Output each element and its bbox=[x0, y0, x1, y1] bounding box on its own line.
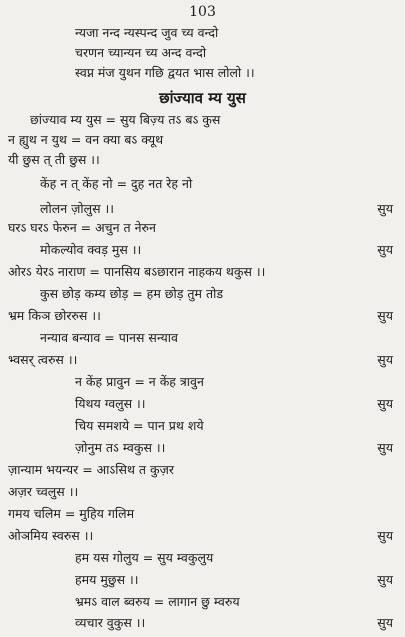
verse-line: न केंह प्रावुन = न केंह त्रावुन bbox=[75, 374, 204, 389]
verse-line: छांज्याव म्य युस = सुय बिज़्य तऽ बऽ कुस bbox=[30, 112, 221, 127]
verse-line: व्यचार वुकुस ।। bbox=[75, 615, 146, 630]
verse-line: चिय समशये = पान प्रथ शये bbox=[75, 418, 204, 433]
verse-line: लोलन ज़ोलुस ।। bbox=[40, 201, 114, 216]
verse-line: ज़ोनुम तऽ म्वकुस ।। bbox=[75, 440, 166, 455]
verse-line: भ्वसर् त्वरुस ।। bbox=[8, 352, 78, 367]
verse-line: स्वप्न मंज युथन गछि द्वयत भास लोलो ।। bbox=[75, 65, 255, 80]
page-number: 103 bbox=[189, 4, 216, 20]
refrain-word: सुय bbox=[377, 572, 393, 587]
verse-line: ओरऽ येरऽ नाराण = पानसिय बऽछारान नाहकय थकुस ।। bbox=[8, 264, 266, 279]
refrain-word: सुय bbox=[377, 528, 393, 543]
refrain-word: सुय bbox=[377, 615, 393, 630]
refrain-word: सुय bbox=[377, 352, 393, 367]
verse-line: कुस छोड़ कम्य छोड़ = हम छोड़ तुम तोड bbox=[40, 286, 224, 301]
verse-line: न्यजा नन्द न्यस्पन्द जुव च्य वन्दो bbox=[75, 25, 219, 40]
refrain-word: सुय bbox=[377, 440, 393, 455]
refrain-word: सुय bbox=[377, 396, 393, 411]
verse-line: अज़र च्वलुस ।। bbox=[8, 484, 79, 499]
verse-line: ओञमिय स्वरुस ।। bbox=[8, 528, 94, 543]
verse-line: भ्रमऽ वाल ब्वरुय = लागान छु म्वरुय bbox=[75, 594, 240, 609]
verse-line: नन्याव बन्याव = पानस सन्याव bbox=[40, 330, 178, 345]
verse-line: यी छुस त् ती छुस ।। bbox=[8, 152, 100, 167]
verse-line: हमय मुछुस ।। bbox=[75, 572, 139, 587]
section-heading: छांज्याव म्य युस bbox=[159, 89, 246, 107]
verse-line: हम यस गोलुय = सुय म्वकुलुय bbox=[75, 550, 214, 565]
verse-line: चरणन च्यान्यन च्य अन्द वन्दो bbox=[75, 45, 207, 60]
verse-line: यिथय ग्वलुस ।। bbox=[75, 396, 146, 411]
refrain-word: सुय bbox=[377, 308, 393, 323]
verse-line: केंह न त् केंह नो = दुह नत रेह नो bbox=[40, 176, 193, 191]
refrain-word: सुय bbox=[377, 242, 393, 257]
verse-line: मोकल्योव क्वड़ मुस ।। bbox=[40, 242, 142, 257]
verse-line: घरऽ घरऽ फेरुन = अचुन त नेरुन bbox=[8, 220, 156, 235]
verse-line: ज़ान्याम भयन्यर = आऽसिथ त कुज़र bbox=[8, 462, 174, 477]
verse-line: भ्रम किञ छोररुस ।। bbox=[8, 308, 101, 323]
verse-line: न ह्युथ न युथ = वन क्या बऽ क्यूथ bbox=[8, 132, 164, 147]
refrain-word: सुय bbox=[377, 201, 393, 216]
verse-line: गमय चलिम = मुहिय गलिम bbox=[8, 506, 135, 521]
